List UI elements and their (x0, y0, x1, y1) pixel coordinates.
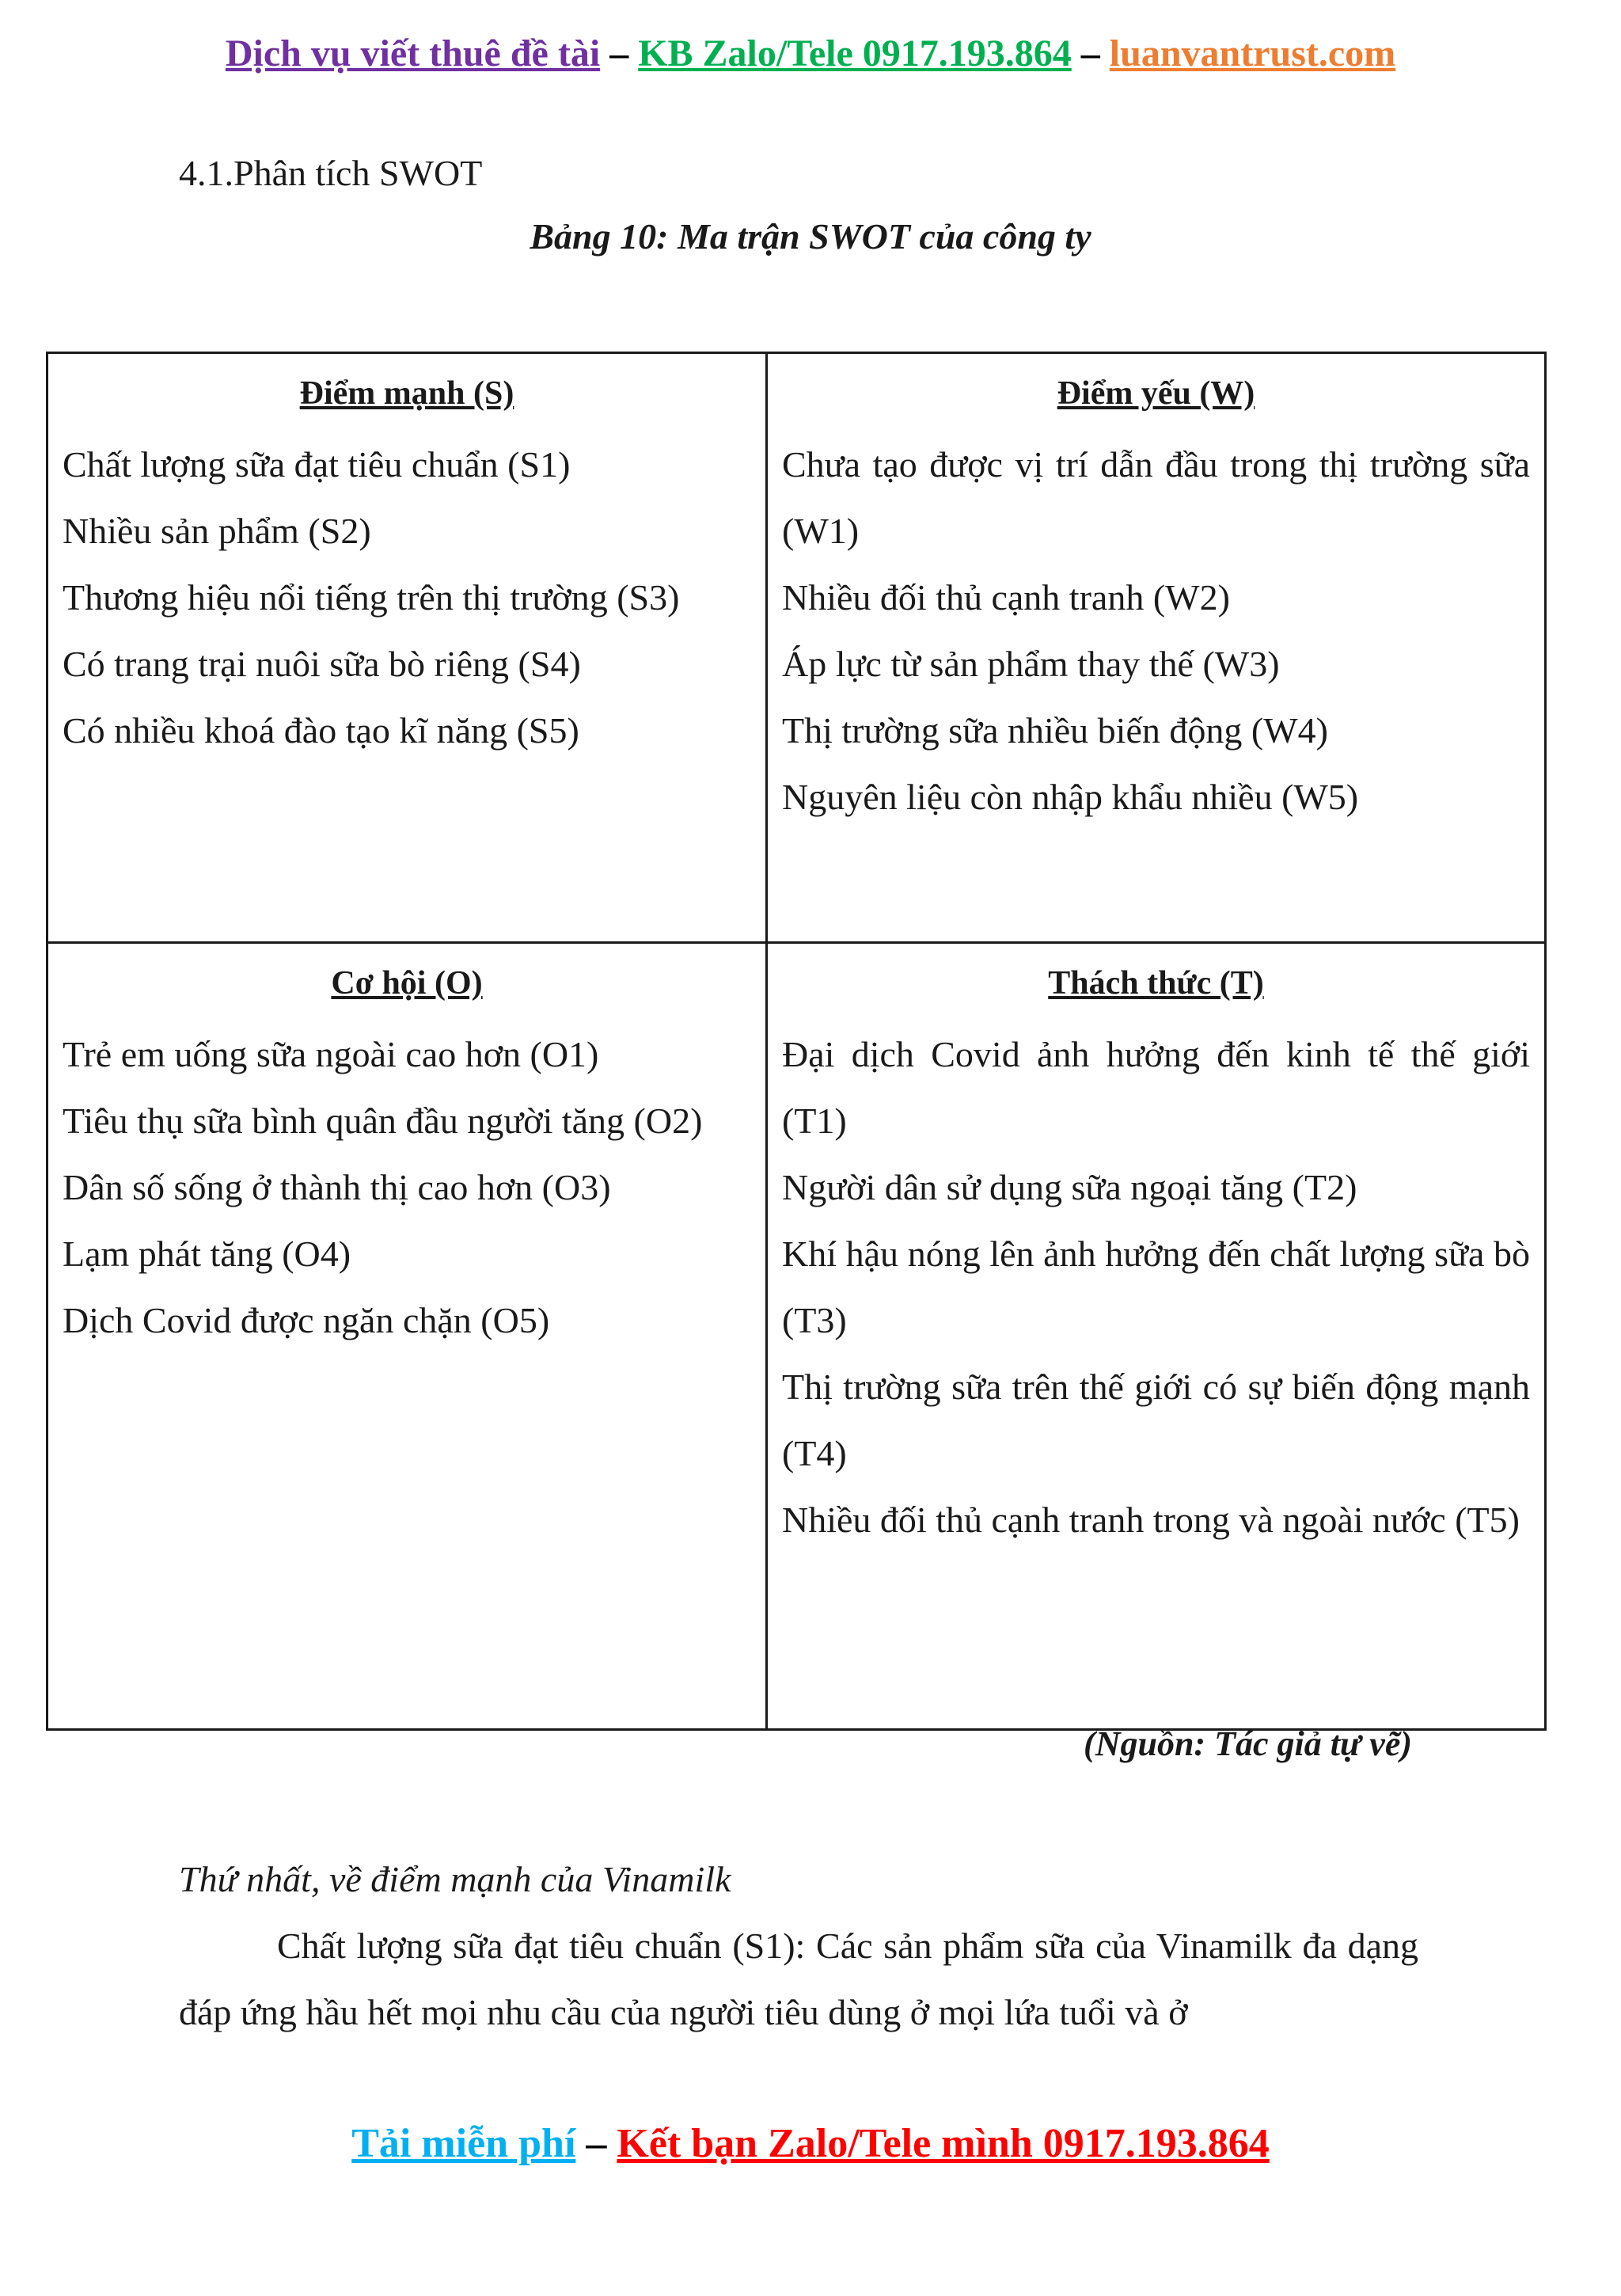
threats-cell (768, 944, 1544, 1728)
promo-footer (0, 2119, 1621, 2169)
list-item: Thương hiệu nổi tiếng trên thị trường (S3) (63, 577, 680, 618)
source-note: (Nguồn: Tác giả tự vẽ) (1084, 1724, 1412, 1763)
list-item: Trẻ em uống sữa ngoài cao hơn (O1) (63, 1034, 599, 1074)
promo-header (0, 30, 1621, 78)
opportunities-cell (48, 944, 765, 1728)
weaknesses-title: Điểm yếu (W) (1057, 375, 1255, 412)
strengths-cell (48, 354, 765, 941)
list-item: Lạm phát tăng (O4) (63, 1234, 351, 1274)
swot-matrix (46, 352, 1547, 1731)
list-item: Thị trường sữa nhiều biến động (W4) (782, 710, 1328, 751)
section-heading: 4.1.Phân tích SWOT (179, 153, 483, 193)
list-item: Thị trường sữa trên thế giới có sự biến động mạnh (T4) (782, 1367, 1530, 1473)
list-item: Dân số sống ở thành thị cao hơn (O3) (63, 1167, 611, 1207)
header-separator: – (1071, 32, 1110, 74)
subheading: Thứ nhất, về điểm mạnh của Vinamilk (179, 1859, 731, 1899)
list-item: Chất lượng sữa đạt tiêu chuẩn (S1) (63, 444, 571, 485)
list-item: Có trang trại nuôi sữa bò riêng (S4) (63, 644, 581, 684)
list-item: Đại dịch Covid ảnh hưởng đến kinh tế thế giới (T1) (782, 1034, 1530, 1141)
list-item: Nhiều đối thủ cạnh tranh (W2) (782, 577, 1230, 618)
list-item: Nguyên liệu còn nhập khẩu nhiều (W5) (782, 777, 1359, 817)
threats-title: Thách thức (T) (1048, 965, 1264, 1002)
website-link[interactable]: luanvantrust.com (1109, 32, 1396, 74)
free-download-link[interactable]: Tải miễn phí (351, 2121, 576, 2166)
list-item: Khí hậu nóng lên ảnh hưởng đến chất lượng sữa bò (T3) (782, 1234, 1530, 1340)
weaknesses-cell (768, 354, 1544, 941)
list-item: Nhiều sản phẩm (S2) (63, 511, 371, 551)
list-item: Tiêu thụ sữa bình quân đầu người tăng (O2) (63, 1100, 703, 1141)
list-item: Áp lực từ sản phẩm thay thế (W3) (782, 644, 1280, 684)
contact-link[interactable]: Kết bạn Zalo/Tele mình 0917.193.864 (617, 2121, 1270, 2166)
list-item: Có nhiều khoá đào tạo kĩ năng (S5) (63, 710, 579, 751)
table-caption: Bảng 10: Ma trận SWOT của công ty (530, 216, 1091, 257)
list-item: Nhiều đối thủ cạnh tranh trong và ngoài nước (T5) (782, 1500, 1520, 1540)
list-item: Người dân sử dụng sữa ngoại tăng (T2) (782, 1167, 1357, 1207)
list-item: Dịch Covid được ngăn chặn (O5) (63, 1300, 550, 1340)
header-separator: – (600, 32, 639, 74)
footer-separator: – (575, 2121, 617, 2166)
list-item: Chưa tạo được vị trí dẫn đầu trong thị trường sữa (W1) (782, 444, 1530, 551)
body-paragraph: Chất lượng sữa đạt tiêu chuẩn (S1): Các sản phẩm sữa của Vinamilk đa dạng đáp ứng hầu hết mọi nhu cầu của người tiêu dùng ở mọi lứa tuổi và ở (179, 1925, 1418, 2032)
contact-link[interactable]: KB Zalo/Tele 0917.193.864 (638, 32, 1072, 74)
strengths-title: Điểm mạnh (S) (299, 375, 514, 412)
opportunities-title: Cơ hội (O) (331, 965, 483, 1002)
service-link[interactable]: Dịch vụ viết thuê đề tài (225, 32, 601, 74)
